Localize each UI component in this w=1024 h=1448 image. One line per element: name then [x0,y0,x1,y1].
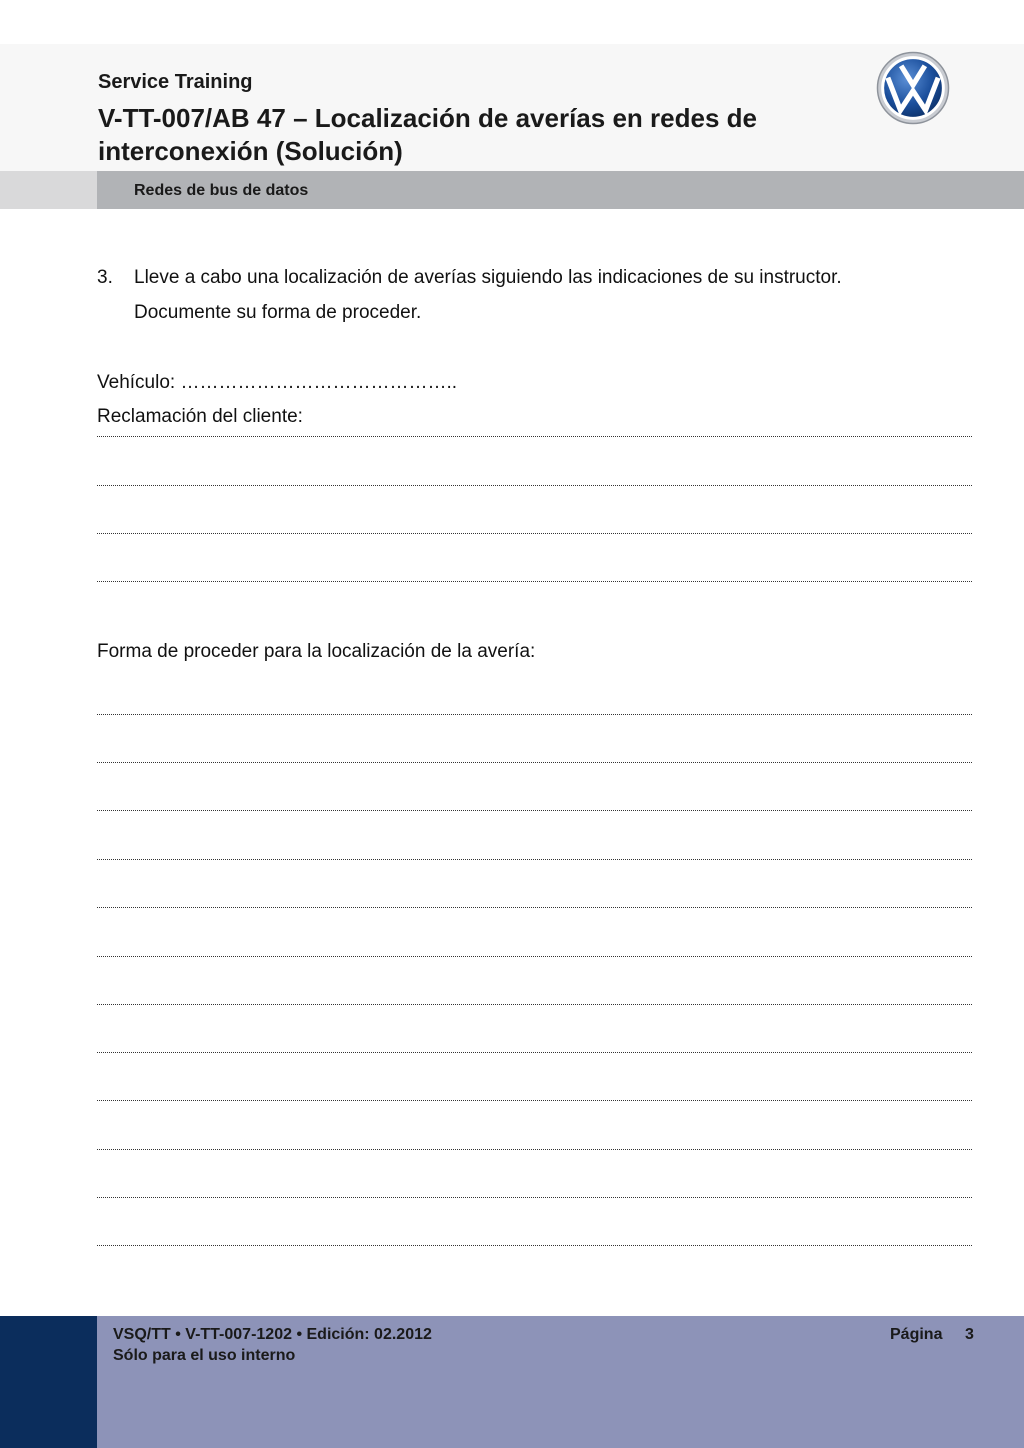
procedure-writing-line [97,810,972,811]
procedure-writing-line [97,1004,972,1005]
procedure-writing-line [97,1100,972,1101]
procedure-writing-line [97,1052,972,1053]
procedure-writing-line [97,762,972,763]
vehicle-field-label: Vehículo: …………………………………….. [97,372,458,393]
footer-document-id: VSQ/TT • V-TT-007-1202 • Edición: 02.2012 [113,1326,432,1343]
step-number: 3. [97,267,113,288]
procedure-writing-line [97,1197,972,1198]
procedure-writing-line [97,1245,972,1246]
footer-usage-note: Sólo para el uso interno [113,1347,296,1364]
document-title: V-TT-007/AB 47 – Localización de averías en redes de interconexión (Solución) [98,103,757,166]
page-number: 3 [965,1326,974,1343]
page-label: Página [890,1326,943,1343]
customer-claim-label: Reclamación del cliente: [97,406,303,427]
step-instruction-continued: Documente su forma de proceder. [134,302,422,323]
procedure-writing-line [97,714,972,715]
section-band-left [0,171,97,209]
claim-writing-line [97,581,972,582]
claim-writing-line [97,533,972,534]
claim-writing-line [97,485,972,486]
procedure-writing-line [97,1149,972,1150]
procedure-writing-line [97,859,972,860]
procedure-writing-line [97,907,972,908]
procedure-label: Forma de proceder para la localización de la avería: [97,641,536,662]
procedure-writing-line [97,956,972,957]
section-label: Redes de bus de datos [134,182,309,199]
claim-writing-line [97,436,972,437]
header-kicker: Service Training [98,71,253,93]
footer-accent [0,1316,97,1448]
vw-logo-icon [876,51,950,125]
step-instruction: Lleve a cabo una localización de averías siguiendo las indicaciones de su instructor. [134,267,842,288]
